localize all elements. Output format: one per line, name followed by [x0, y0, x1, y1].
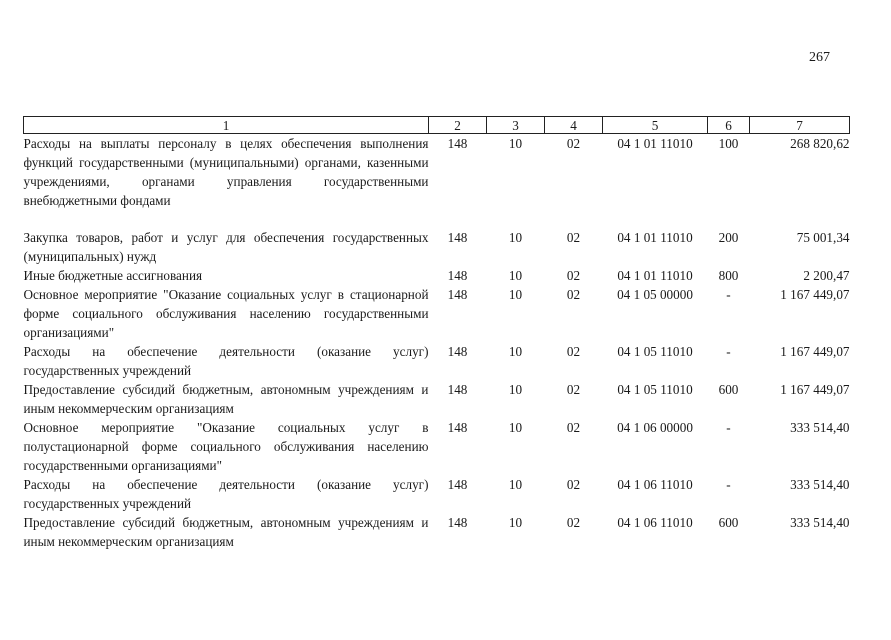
row-code-expense-type: - — [726, 287, 731, 302]
page-number: 267 — [809, 50, 830, 65]
row-code-subsection: 02 — [566, 515, 581, 530]
row-code-expense-type: 800 — [718, 268, 739, 283]
row-code-section: 10 — [508, 477, 523, 492]
row-code-subsection: 02 — [566, 268, 581, 283]
table-row — [24, 228, 850, 266]
row-code-expense-type: - — [726, 420, 731, 435]
table-row — [24, 134, 850, 211]
row-description: Закупка товаров, работ и услуг для обеспечения государственных (муниципальных) нужд — [23, 230, 429, 264]
row-amount: 1 167 449,07 — [780, 382, 850, 397]
budget-table — [23, 116, 850, 551]
table-row — [24, 380, 850, 418]
row-code-section: 10 — [508, 344, 523, 359]
column-header: 5 — [603, 117, 708, 134]
row-description: Иные бюджетные ассигнования — [23, 268, 203, 283]
row-code-subsection: 02 — [566, 420, 581, 435]
row-amount: 75 001,34 — [796, 230, 850, 245]
row-code-target: 04 1 05 11010 — [617, 344, 693, 359]
row-description: Расходы на обеспечение деятельности (оказание услуг) государственных учреждений — [23, 344, 429, 378]
row-code-subsection: 02 — [566, 230, 581, 245]
row-code-ministry: 148 — [447, 136, 468, 151]
row-code-ministry: 148 — [447, 230, 468, 245]
row-amount: 2 200,47 — [803, 268, 850, 283]
table-row — [24, 475, 850, 513]
row-code-expense-type: 600 — [718, 515, 739, 530]
column-header: 3 — [487, 117, 545, 134]
row-code-section: 10 — [508, 382, 523, 397]
row-code-expense-type: 200 — [718, 230, 739, 245]
row-code-target: 04 1 06 11010 — [617, 477, 693, 492]
row-code-section: 10 — [508, 515, 523, 530]
column-header: 1 — [24, 117, 429, 134]
row-description: Основное мероприятие "Оказание социальных услуг в полустационарной форме социального обслуживания населению государственными организациями" — [23, 420, 429, 473]
row-description: Основное мероприятие "Оказание социальных услуг в стационарной форме социального обслуживания населению государственными организациями" — [23, 287, 429, 340]
row-code-ministry: 148 — [447, 268, 468, 283]
row-code-ministry: 148 — [447, 420, 468, 435]
row-amount: 1 167 449,07 — [780, 344, 850, 359]
row-code-target: 04 1 06 00000 — [617, 420, 693, 435]
row-code-subsection: 02 — [566, 382, 581, 397]
row-code-section: 10 — [508, 420, 523, 435]
row-code-section: 10 — [508, 287, 523, 302]
row-code-expense-type: - — [726, 344, 731, 359]
row-code-target: 04 1 01 11010 — [617, 136, 693, 151]
column-header: 6 — [708, 117, 750, 134]
row-code-ministry: 148 — [447, 344, 468, 359]
row-amount: 333 514,40 — [790, 515, 850, 530]
column-header: 2 — [429, 117, 487, 134]
row-amount: 1 167 449,07 — [780, 287, 850, 302]
row-description: Расходы на обеспечение деятельности (оказание услуг) государственных учреждений — [23, 477, 429, 511]
row-code-section: 10 — [508, 268, 523, 283]
table-row — [24, 418, 850, 475]
row-code-target: 04 1 05 00000 — [617, 287, 693, 302]
row-code-target: 04 1 01 11010 — [617, 268, 693, 283]
row-amount: 333 514,40 — [790, 420, 850, 435]
row-code-ministry: 148 — [447, 477, 468, 492]
column-header: 4 — [545, 117, 603, 134]
row-code-target: 04 1 06 11010 — [617, 515, 693, 530]
row-code-target: 04 1 05 11010 — [617, 382, 693, 397]
table-row — [24, 513, 850, 551]
row-spacer — [24, 210, 850, 228]
row-code-expense-type: 600 — [718, 382, 739, 397]
row-code-section: 10 — [508, 136, 523, 151]
row-code-section: 10 — [508, 230, 523, 245]
row-code-expense-type: - — [726, 477, 731, 492]
row-amount: 333 514,40 — [790, 477, 850, 492]
row-code-subsection: 02 — [566, 477, 581, 492]
row-code-target: 04 1 01 11010 — [617, 230, 693, 245]
table-row — [24, 266, 850, 285]
row-code-ministry: 148 — [447, 382, 468, 397]
row-description: Предоставление субсидий бюджетным, автономным учреждениям и иным некоммерческим организациям — [23, 382, 429, 416]
row-code-subsection: 02 — [566, 344, 581, 359]
row-code-ministry: 148 — [447, 287, 468, 302]
table-row — [24, 285, 850, 342]
row-description: Расходы на выплаты персоналу в целях обеспечения выполнения функций государственными (муниципальными) органами, казенными учреждениями, органами управления государственными внебюджетными фондами — [23, 136, 429, 208]
table-row — [24, 342, 850, 380]
column-header: 7 — [750, 117, 850, 134]
row-description: Предоставление субсидий бюджетным, автономным учреждениям и иным некоммерческим организациям — [23, 515, 429, 549]
row-code-ministry: 148 — [447, 515, 468, 530]
table-header-row — [24, 117, 850, 134]
row-amount: 268 820,62 — [790, 136, 850, 151]
row-code-expense-type: 100 — [718, 136, 739, 151]
row-code-subsection: 02 — [566, 136, 581, 151]
row-code-subsection: 02 — [566, 287, 581, 302]
